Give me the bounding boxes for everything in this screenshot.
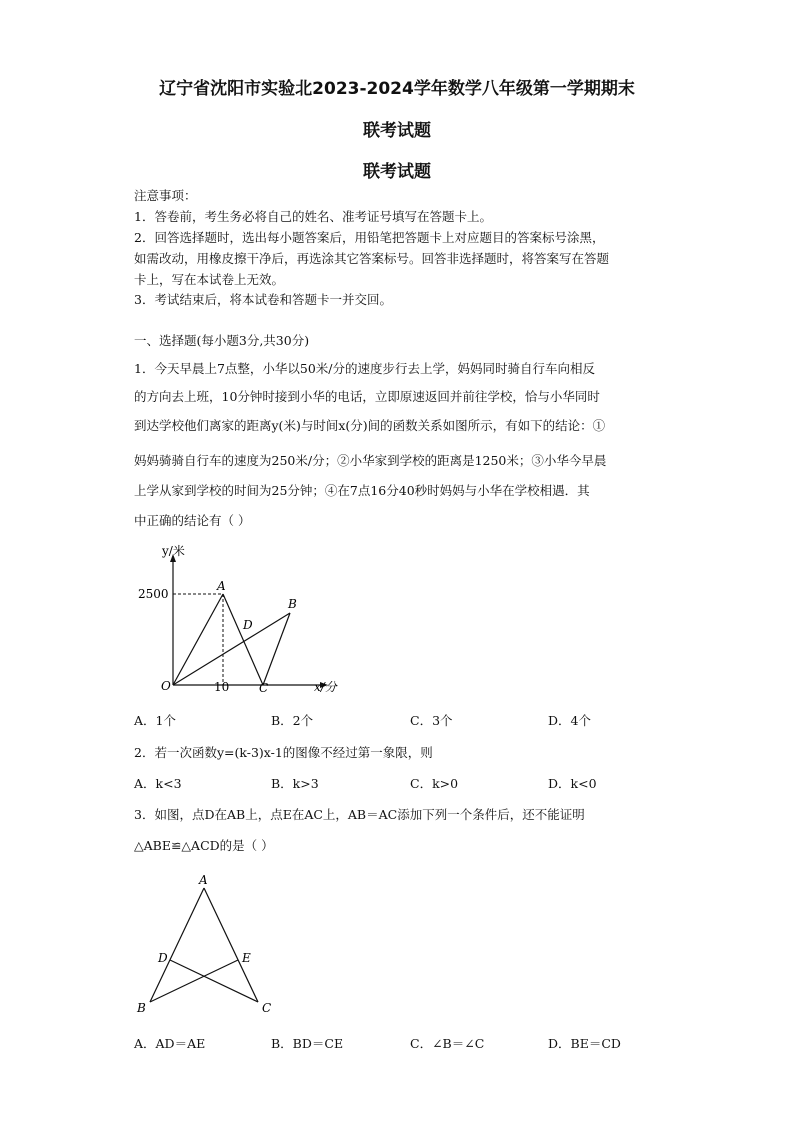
point-e-label: E	[242, 951, 251, 965]
q3-triangle-figure	[132, 870, 282, 1020]
q1-text-line: 妈妈骑骑自行车的速度为250米/分；②小华家到学校的距离是1250米；③小华今早晨	[134, 453, 607, 468]
q3-choice-b: B．BD＝CE	[271, 1036, 344, 1051]
exam-title-line2: 联考试题	[363, 121, 431, 141]
q2-choice-b: B．k>3	[271, 776, 319, 791]
line-oa	[173, 594, 223, 685]
q3-text-line: 3．如图，点D在AB上，点E在AC上，AB＝AC添加下列一个条件后，还不能证明	[134, 807, 585, 822]
q1-choice-a: A．1个	[134, 713, 176, 728]
q3-choice-c: C．∠B＝∠C	[410, 1036, 485, 1051]
q1-choice-c: C．3个	[410, 713, 453, 728]
q3-choice-d: D．BE＝CD	[548, 1036, 621, 1051]
q1-text-line: 中正确的结论有（ ）	[134, 513, 251, 528]
vertex-c-label: C	[262, 1001, 272, 1015]
notes-item: 1．答卷前，考生务必将自己的姓名、准考证号填写在答题卡上。	[134, 209, 492, 224]
q1-text-line: 的方向去上班，10分钟时接到小华的电话，立即原速返回并前往学校，恰与小华同时	[134, 389, 600, 404]
line-ac	[223, 594, 263, 685]
vertex-a-label: A	[199, 873, 208, 887]
q3-text-line: △ABE≌△ACD的是（ ）	[134, 838, 274, 853]
q1-text-line: 到达学校他们离家的距离y(米)与时间x(分)间的函数关系如图所示，有如下的结论：①	[134, 418, 606, 433]
q3-choice-a: A．AD＝AE	[134, 1036, 206, 1051]
point-d-label: D	[158, 951, 168, 965]
q2-choice-c: C．k>0	[410, 776, 459, 791]
notes-item: 2．回答选择题时，选出每小题答案后，用铅笔把答题卡上对应题目的答案标号涂黑，	[134, 230, 605, 245]
exam-title-line3: 联考试题	[363, 162, 431, 182]
notes-heading: 注意事项：	[134, 188, 197, 203]
q2-choice-a: A．k<3	[134, 776, 182, 791]
vertex-b-label: B	[137, 1001, 146, 1015]
section-heading: 一、选择题(每小题3分,共30分)	[134, 333, 310, 348]
q1-function-graph	[130, 540, 350, 700]
point-b-label: B	[288, 597, 297, 611]
segment-cd	[170, 960, 258, 1002]
point-c-label: C	[259, 681, 269, 695]
segment-be	[150, 960, 238, 1002]
point-d-label: D	[243, 618, 253, 632]
y-axis-label: y/米	[162, 544, 185, 558]
x-tick-label: 10	[214, 680, 230, 694]
side-ac	[204, 888, 258, 1002]
point-a-label: A	[217, 579, 226, 593]
x-axis-label: x/分	[314, 680, 337, 694]
notes-item: 如需改动，用橡皮擦干净后，再选涂其它答案标号。回答非选择题时，将答案写在答题	[134, 251, 610, 266]
q1-text-line: 上学从家到学校的时间为25分钟；④在7点16分40秒时妈妈与小华在学校相遇．其	[134, 483, 590, 498]
q1-choice-b: B．2个	[271, 713, 314, 728]
notes-item: 卡上，写在本试卷上无效。	[134, 272, 285, 287]
q2-choice-d: D．k<0	[548, 776, 597, 791]
line-cb	[263, 613, 290, 685]
notes-item: 3．考试结束后，将本试卷和答题卡一并交回。	[134, 292, 392, 307]
exam-title-line1: 辽宁省沈阳市实验北2023-2024学年数学八年级第一学期期末	[159, 79, 635, 99]
q2-text: 2．若一次函数y=(k-3)x-1的图像不经过第一象限，则	[134, 745, 433, 760]
y-tick-label: 2500	[138, 587, 169, 601]
line-ob	[173, 613, 290, 685]
origin-label: O	[161, 679, 171, 693]
q1-text-line: 1．今天早晨上7点整，小华以50米/分的速度步行去上学，妈妈同时骑自行车向相反	[134, 361, 596, 376]
side-ab	[150, 888, 204, 1002]
q1-choice-d: D．4个	[548, 713, 591, 728]
